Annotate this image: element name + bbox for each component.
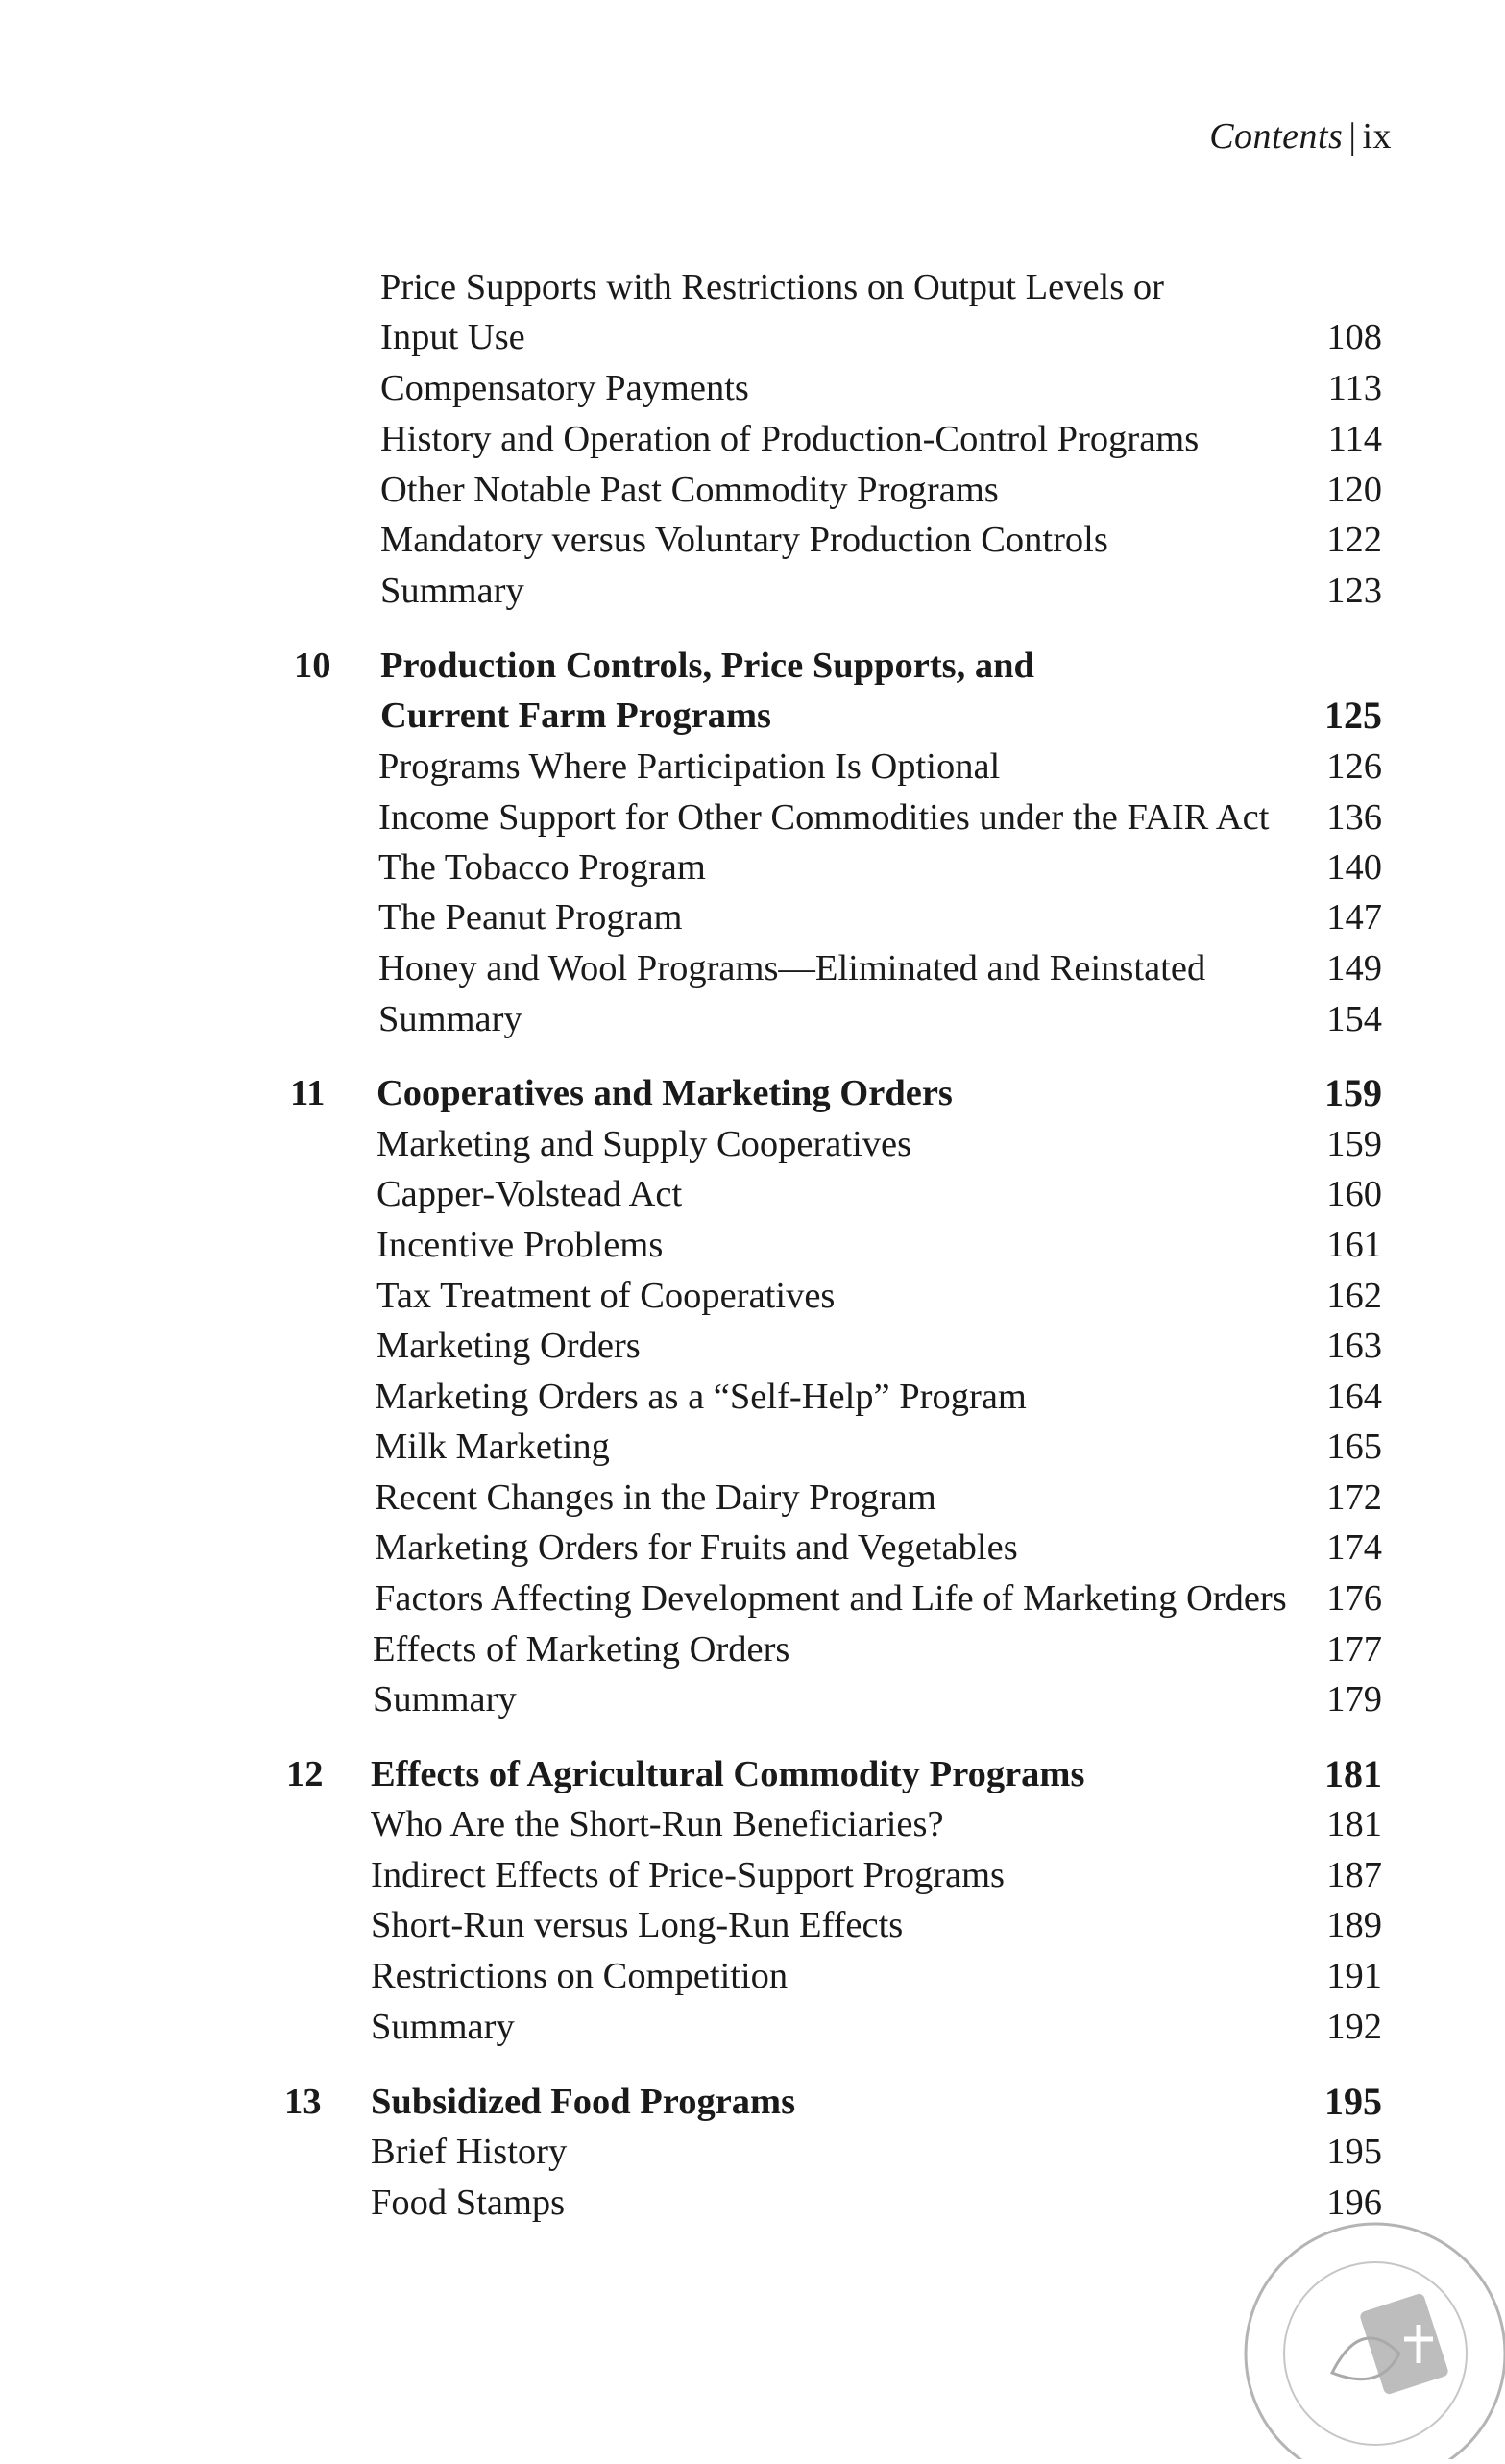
chapter-number: 13 — [284, 2082, 322, 2122]
page-number: 181 — [1324, 1752, 1382, 1795]
page-number: 196 — [1326, 2183, 1382, 2223]
toc-entry-row — [0, 1119, 1505, 1169]
entry-title: Indirect Effects of Price-Support Programs — [371, 1855, 1006, 1895]
toc-entry-row — [0, 742, 1505, 792]
toc-chapter-row — [0, 641, 1505, 691]
page-number: 187 — [1326, 1855, 1382, 1895]
entry-title: The Tobacco Program — [378, 847, 706, 888]
entry-title: History and Operation of Production-Control Programs — [380, 419, 1200, 459]
chapter-title: Cooperatives and Marketing Orders — [376, 1073, 953, 1113]
page-number: 177 — [1326, 1629, 1382, 1670]
entry-title: Marketing and Supply Cooperatives — [376, 1124, 912, 1164]
page-number: 149 — [1326, 948, 1382, 988]
running-head-label: Contents — [1209, 116, 1344, 157]
toc-entry-row — [0, 1523, 1505, 1573]
page-number: 162 — [1326, 1276, 1382, 1316]
page-number: 136 — [1326, 797, 1382, 838]
entry-title: The Peanut Program — [378, 897, 683, 938]
page-number: 140 — [1326, 847, 1382, 888]
entry-title: Food Stamps — [371, 2183, 566, 2223]
page-number: 159 — [1324, 1071, 1382, 1114]
entry-title: Brief History — [371, 2132, 568, 2172]
page-number: 147 — [1326, 897, 1382, 938]
entry-title: Capper-Volstead Act — [376, 1174, 683, 1214]
entry-title: Marketing Orders — [376, 1326, 641, 1366]
entry-title: Summary — [378, 999, 522, 1039]
entry-title: Factors Affecting Development and Life of Marketing Orders — [375, 1578, 1287, 1619]
toc-entry-row — [0, 2127, 1505, 2177]
page-number: 126 — [1326, 746, 1382, 787]
entry-title: Milk Marketing — [375, 1427, 610, 1467]
entry-title: Marketing Orders for Fruits and Vegetables — [375, 1527, 1018, 1568]
toc-entry-row — [0, 994, 1505, 1044]
page-number: 114 — [1327, 419, 1382, 459]
toc-chapter-row — [0, 2077, 1505, 2127]
page-number: 163 — [1326, 1326, 1382, 1366]
chapter-title: Subsidized Food Programs — [371, 2082, 796, 2122]
toc-entry-row — [0, 1422, 1505, 1472]
page-number: 192 — [1326, 2007, 1382, 2047]
entry-title: Compensatory Payments — [380, 368, 749, 408]
entry-title: Summary — [371, 2007, 515, 2047]
page-number: 125 — [1324, 694, 1382, 737]
entry-title: Input Use — [380, 317, 525, 357]
running-head-separator: | — [1348, 116, 1357, 157]
chapter-title: Effects of Agricultural Commodity Programs — [371, 1754, 1085, 1794]
toc-entry-row — [0, 312, 1505, 362]
page-number: 122 — [1326, 520, 1382, 560]
entry-title: Short-Run versus Long-Run Effects — [371, 1905, 904, 1945]
toc-entry-row — [0, 892, 1505, 942]
toc-entry-row — [0, 515, 1505, 565]
page-number: 174 — [1326, 1527, 1382, 1568]
page-number: 113 — [1327, 368, 1382, 408]
page-number: 191 — [1326, 1956, 1382, 1996]
toc-entry-row — [0, 1169, 1505, 1219]
entry-title: Honey and Wool Programs—Eliminated and Reinstated — [378, 948, 1206, 988]
toc-entry-row — [0, 1850, 1505, 1900]
entry-title: Summary — [373, 1679, 517, 1720]
page-number: 172 — [1326, 1477, 1382, 1518]
page-number: 123 — [1326, 571, 1382, 611]
page-number: 176 — [1326, 1578, 1382, 1619]
chapter-title: Current Farm Programs — [380, 695, 771, 736]
toc-entry-row — [0, 566, 1505, 616]
page-number: 120 — [1326, 470, 1382, 510]
page-number: 160 — [1326, 1174, 1382, 1214]
entry-title: Marketing Orders as a “Self-Help” Program — [375, 1377, 1027, 1417]
page-number: 108 — [1326, 317, 1382, 357]
entry-title: Recent Changes in the Dairy Program — [375, 1477, 936, 1518]
entry-title: Incentive Problems — [376, 1225, 664, 1265]
page-number: 195 — [1324, 2080, 1382, 2123]
chapter-number: 12 — [286, 1754, 324, 1794]
toc-entry-row — [0, 262, 1505, 312]
toc-entry-row — [0, 1220, 1505, 1270]
entry-title: Effects of Marketing Orders — [373, 1629, 790, 1670]
toc-entry-row — [0, 1799, 1505, 1849]
toc-entry-row — [0, 1624, 1505, 1674]
watermark-seal-icon — [1222, 2209, 1505, 2459]
toc-entry-row — [0, 2002, 1505, 2052]
toc-chapter-row — [0, 691, 1505, 741]
page-number: 161 — [1326, 1225, 1382, 1265]
page-number: 165 — [1326, 1427, 1382, 1467]
toc-entry-row — [0, 943, 1505, 993]
entry-title: Income Support for Other Commodities under the FAIR Act — [378, 797, 1270, 838]
toc-entry-row — [0, 1900, 1505, 1950]
page-number: 164 — [1326, 1377, 1382, 1417]
page-number: 195 — [1326, 2132, 1382, 2172]
toc-entry-row — [0, 414, 1505, 464]
entry-title: Price Supports with Restrictions on Output Levels or — [380, 267, 1164, 307]
page-number: 189 — [1326, 1905, 1382, 1945]
toc-entry-row — [0, 793, 1505, 842]
page-number: 159 — [1326, 1124, 1382, 1164]
toc-entry-row — [0, 1574, 1505, 1623]
page-number: 154 — [1326, 999, 1382, 1039]
entry-title: Summary — [380, 571, 524, 611]
running-head-page-number: ix — [1362, 116, 1392, 157]
chapter-number: 11 — [290, 1073, 326, 1113]
watermark-seal — [1222, 2209, 1505, 2459]
entry-title: Restrictions on Competition — [371, 1956, 789, 1996]
toc-entry-row — [0, 465, 1505, 515]
toc-entry-row — [0, 363, 1505, 413]
toc-entry-row — [0, 1271, 1505, 1321]
entry-title: Tax Treatment of Cooperatives — [376, 1276, 836, 1316]
entry-title: Other Notable Past Commodity Programs — [380, 470, 999, 510]
toc-chapter-row — [0, 1749, 1505, 1799]
page-number: 179 — [1326, 1679, 1382, 1720]
entry-title: Mandatory versus Voluntary Production Controls — [380, 520, 1108, 560]
chapter-number: 10 — [294, 646, 331, 686]
toc-chapter-row — [0, 1068, 1505, 1118]
toc-entry-row — [0, 1951, 1505, 2001]
entry-title: Who Are the Short-Run Beneficiaries? — [371, 1804, 944, 1844]
toc-entry-row — [0, 1321, 1505, 1371]
chapter-title: Production Controls, Price Supports, and — [380, 646, 1034, 686]
toc-entry-row — [0, 1372, 1505, 1422]
toc-entry-row — [0, 842, 1505, 892]
page-number: 181 — [1326, 1804, 1382, 1844]
toc-entry-row — [0, 1473, 1505, 1523]
toc-entry-row — [0, 1674, 1505, 1724]
entry-title: Programs Where Participation Is Optional — [378, 746, 1001, 787]
